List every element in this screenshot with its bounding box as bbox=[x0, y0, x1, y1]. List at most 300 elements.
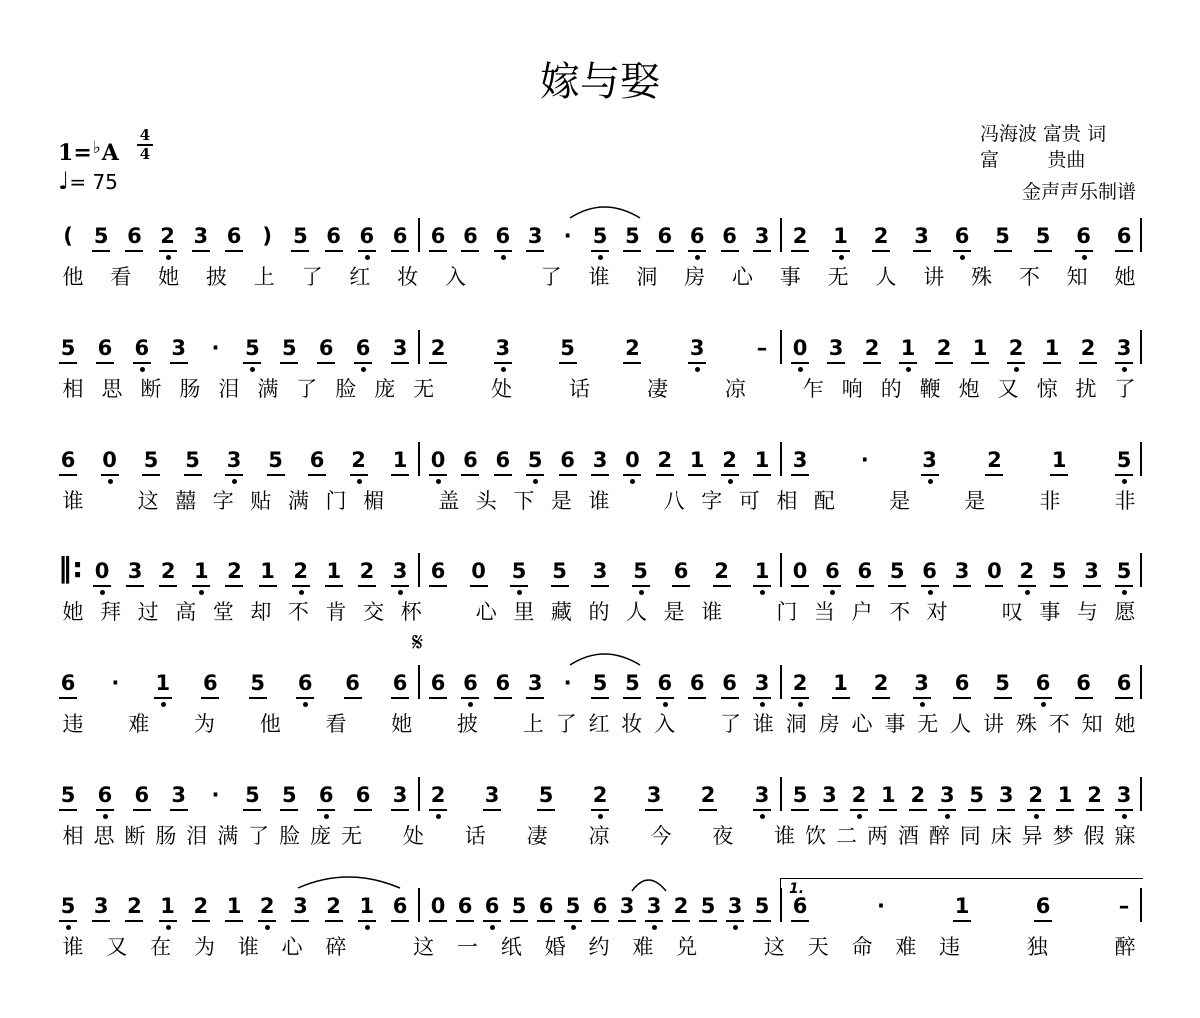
lyric-char: 醉 bbox=[928, 824, 950, 848]
note-digit: 1 bbox=[833, 224, 848, 248]
note-digit: 6 bbox=[657, 671, 673, 695]
low-octave-dot bbox=[468, 702, 473, 707]
lyric-char: 可 bbox=[738, 489, 760, 513]
note-digit: 6 bbox=[134, 783, 150, 807]
low-octave-dot bbox=[490, 925, 495, 930]
lyric-char: 泪 bbox=[218, 377, 240, 401]
lyric-char: 这 bbox=[137, 489, 159, 513]
lyric-char: 谁 bbox=[588, 489, 610, 513]
volta-label: 1. bbox=[789, 881, 805, 897]
lyric-char: 讲 bbox=[983, 712, 1004, 736]
low-octave-dot bbox=[798, 367, 803, 372]
beam-line bbox=[192, 250, 210, 252]
beam-line bbox=[267, 474, 285, 476]
note-digit: 0 bbox=[471, 559, 486, 583]
lyric-char: 的 bbox=[880, 377, 902, 401]
note-digit: 3 bbox=[527, 671, 543, 695]
beam-line bbox=[591, 697, 609, 699]
note-digit: 2 bbox=[987, 448, 1002, 472]
lyric-char: 难 bbox=[632, 935, 654, 959]
beam-line bbox=[985, 585, 1003, 587]
low-octave-dot bbox=[361, 367, 366, 372]
low-octave-dot bbox=[303, 702, 308, 707]
note-digit: 2 bbox=[430, 336, 446, 360]
lyric-char: 了 bbox=[248, 824, 270, 848]
low-octave-dot bbox=[857, 814, 862, 819]
low-octave-dot bbox=[365, 255, 370, 260]
beam-line bbox=[291, 920, 309, 922]
lyric-char: 扰 bbox=[1075, 377, 1097, 401]
lyric-char: 杯 bbox=[400, 600, 422, 624]
note-digit: 3 bbox=[822, 783, 837, 807]
note-digit: 1 bbox=[326, 559, 342, 583]
slur-mark bbox=[568, 200, 650, 222]
note-digit: 6 bbox=[430, 224, 446, 248]
lyric-char: 话 bbox=[569, 377, 591, 401]
lyric-char: 两 bbox=[866, 824, 888, 848]
lyric-char: 是 bbox=[663, 600, 685, 624]
note-digit: 1 bbox=[754, 559, 770, 583]
lyric-char: 惊 bbox=[1036, 377, 1058, 401]
note-digit: 5 bbox=[592, 224, 608, 248]
lyric-char: 拜 bbox=[100, 600, 122, 624]
note-digit: 2 bbox=[851, 783, 867, 807]
lyric-char: 在 bbox=[150, 935, 172, 959]
note-digit: 6 bbox=[722, 671, 737, 695]
beam-line bbox=[753, 920, 771, 922]
lyric-char: 寐 bbox=[1114, 824, 1136, 848]
beam-line bbox=[358, 585, 376, 587]
beam-line bbox=[1050, 585, 1068, 587]
lyric-char: 兑 bbox=[676, 935, 698, 959]
lyric-char: 假 bbox=[1083, 824, 1105, 848]
beam-line bbox=[791, 474, 809, 476]
lyric-char: 又 bbox=[997, 377, 1019, 401]
lyric-char: 为 bbox=[194, 935, 215, 959]
lyric-char: 贴 bbox=[250, 489, 272, 513]
note-digit: 6 bbox=[495, 448, 511, 472]
lyric-char: 违 bbox=[62, 712, 84, 736]
lyric-char: 相 bbox=[62, 824, 84, 848]
lyric-char: 一 bbox=[457, 935, 478, 959]
low-octave-dot bbox=[1014, 367, 1019, 372]
lyric-char: 床 bbox=[990, 824, 1012, 848]
beam-line bbox=[994, 250, 1012, 252]
lyric-char: 同 bbox=[959, 824, 981, 848]
beam-line bbox=[921, 474, 939, 476]
lyric-char: 无 bbox=[917, 712, 939, 736]
beam-line bbox=[325, 250, 343, 252]
lyric-char: 下 bbox=[513, 489, 535, 513]
note-digit: 3 bbox=[954, 559, 970, 583]
beam-line bbox=[1034, 697, 1052, 699]
note-digit: 6 bbox=[359, 224, 375, 248]
note-digit: 6 bbox=[392, 671, 408, 695]
beam-line bbox=[429, 250, 447, 252]
beam-line bbox=[623, 250, 641, 252]
beam-line bbox=[243, 809, 261, 811]
note-digit: 5 bbox=[889, 559, 905, 583]
note-digit: 2 bbox=[722, 448, 737, 472]
note-digit: 6 bbox=[318, 336, 334, 360]
note-digit: 5 bbox=[93, 224, 109, 248]
meter-top: 4 bbox=[139, 126, 151, 144]
beam-line bbox=[971, 362, 989, 364]
note-digit: ) bbox=[262, 224, 272, 248]
slur-curve bbox=[298, 877, 400, 888]
note-digit: 2 bbox=[1080, 336, 1096, 360]
beam-line bbox=[526, 697, 544, 699]
note-digit: 1 bbox=[359, 894, 375, 918]
low-octave-dot bbox=[108, 479, 113, 484]
beam-line bbox=[753, 250, 771, 252]
low-octave-dot bbox=[398, 590, 403, 595]
note-digit: 2 bbox=[910, 783, 926, 807]
lyric-char: 楣 bbox=[363, 489, 385, 513]
beam-line bbox=[291, 250, 309, 252]
lyric-char: 藏 bbox=[550, 600, 572, 624]
note-digit: 6 bbox=[318, 783, 334, 807]
note-digit: 6 bbox=[1076, 671, 1091, 695]
beam-line bbox=[921, 585, 939, 587]
lyric-char: 凄 bbox=[646, 377, 668, 401]
beam-line bbox=[526, 250, 544, 252]
beam-line bbox=[96, 362, 114, 364]
barline bbox=[418, 777, 420, 811]
low-octave-dot bbox=[357, 479, 362, 484]
beam-line bbox=[225, 474, 243, 476]
beam-line bbox=[142, 474, 160, 476]
low-octave-dot bbox=[945, 814, 950, 819]
beam-line bbox=[494, 474, 512, 476]
note-digit: 5 bbox=[995, 671, 1010, 695]
low-octave-dot bbox=[571, 925, 576, 930]
lyric-char: 事 bbox=[884, 712, 906, 736]
note-digit: 0 bbox=[102, 448, 117, 472]
slur-mark bbox=[630, 873, 676, 895]
lyric-char: 凉 bbox=[724, 377, 746, 401]
note-digit: 5 bbox=[185, 448, 200, 472]
note-digit: 3 bbox=[171, 336, 186, 360]
note-digit: 2 bbox=[864, 336, 880, 360]
note-digit: – bbox=[756, 336, 768, 360]
lyric-char: 讲 bbox=[923, 265, 945, 289]
note-digit: 3 bbox=[689, 336, 705, 360]
note-digit: 6 bbox=[297, 671, 313, 695]
note-digit: 6 bbox=[673, 559, 689, 583]
lyric-char: 非 bbox=[1114, 489, 1136, 513]
lyric-char: 泪 bbox=[186, 824, 208, 848]
lyric-char: 脸 bbox=[279, 824, 301, 848]
note-digit: 5 bbox=[700, 894, 716, 918]
lyric-char: 独 bbox=[1026, 935, 1048, 959]
lyric-char: 思 bbox=[93, 824, 115, 848]
barline bbox=[418, 553, 420, 587]
note-digit: 6 bbox=[345, 671, 360, 695]
low-octave-dot bbox=[103, 814, 108, 819]
beam-line bbox=[308, 474, 326, 476]
beam-line bbox=[526, 474, 544, 476]
beam-line bbox=[280, 362, 298, 364]
beam-line bbox=[713, 585, 731, 587]
beam-line bbox=[429, 585, 447, 587]
repeat-sign: ‖: bbox=[58, 551, 84, 584]
note-digit: 5 bbox=[282, 336, 297, 360]
low-octave-dot bbox=[639, 590, 644, 595]
beam-line bbox=[953, 697, 971, 699]
beam-line bbox=[1075, 697, 1093, 699]
note-digit: 2 bbox=[193, 894, 209, 918]
note-digit: 2 bbox=[326, 894, 341, 918]
note-digit: 5 bbox=[60, 783, 76, 807]
beam-line bbox=[791, 250, 809, 252]
low-octave-dot bbox=[436, 479, 441, 484]
lyric-char: 红 bbox=[349, 265, 371, 289]
beam-line bbox=[391, 362, 409, 364]
note-digit: 3 bbox=[828, 336, 844, 360]
note-digit: 5 bbox=[592, 671, 608, 695]
lyric-char: 满 bbox=[287, 489, 309, 513]
note-digit: 3 bbox=[914, 671, 929, 695]
lyric-char: 是 bbox=[550, 489, 572, 513]
lyric-char: 却 bbox=[250, 600, 272, 624]
beam-line bbox=[1086, 809, 1104, 811]
score-line bbox=[0, 320, 1200, 410]
beam-line bbox=[1115, 697, 1133, 699]
beam-line bbox=[92, 920, 110, 922]
lyric-char: 字 bbox=[701, 489, 723, 513]
lyric-char: 难 bbox=[895, 935, 917, 959]
note-digit: 1 bbox=[754, 448, 770, 472]
beam-line bbox=[96, 809, 114, 811]
beam-line bbox=[494, 697, 512, 699]
note-digit: 5 bbox=[60, 894, 76, 918]
note-digit: 5 bbox=[792, 783, 808, 807]
lyric-char: 饮 bbox=[805, 824, 827, 848]
low-octave-dot bbox=[66, 925, 71, 930]
lyric-char: 话 bbox=[464, 824, 486, 848]
beam-line bbox=[913, 697, 931, 699]
note-digit: 2 bbox=[1087, 783, 1102, 807]
note-digit: 3 bbox=[392, 783, 408, 807]
beam-line bbox=[645, 920, 663, 922]
note-digit: 2 bbox=[293, 559, 308, 583]
note-digit: 1 bbox=[689, 448, 705, 472]
end-barline bbox=[1140, 330, 1142, 364]
lyric-char: 了 bbox=[301, 265, 323, 289]
slur-curve bbox=[570, 207, 640, 218]
note-digit: 5 bbox=[1035, 224, 1051, 248]
barline bbox=[418, 218, 420, 252]
barline bbox=[418, 665, 420, 699]
note-digit: 3 bbox=[484, 783, 500, 807]
beam-line bbox=[1027, 809, 1045, 811]
lyric-char: 配 bbox=[813, 489, 835, 513]
low-octave-dot bbox=[517, 590, 522, 595]
lyric-char: 谁 bbox=[774, 824, 796, 848]
lyric-char: 字 bbox=[212, 489, 234, 513]
beam-line bbox=[391, 809, 409, 811]
low-octave-dot bbox=[166, 925, 171, 930]
lyric-char: 她 bbox=[1114, 265, 1136, 289]
beam-line bbox=[59, 920, 77, 922]
note-digit: 5 bbox=[511, 559, 527, 583]
note-digit: 1 bbox=[833, 671, 848, 695]
lyric-char: 谁 bbox=[588, 265, 610, 289]
lyric-char: 事 bbox=[779, 265, 801, 289]
low-octave-dot bbox=[1122, 590, 1127, 595]
lyric-char: 披 bbox=[457, 712, 478, 736]
lyric-char: 与 bbox=[1076, 600, 1098, 624]
note-digit: 3 bbox=[293, 894, 308, 918]
note-digit: 3 bbox=[646, 783, 662, 807]
note-digit: 6 bbox=[355, 783, 371, 807]
lyric-char: 人 bbox=[626, 600, 648, 624]
low-octave-dot bbox=[1082, 255, 1087, 260]
lyric-char: 纸 bbox=[500, 935, 522, 959]
note-digit: 3 bbox=[527, 224, 543, 248]
note-digit: 5 bbox=[560, 336, 575, 360]
note-digit: 5 bbox=[995, 224, 1010, 248]
note-digit: 3 bbox=[754, 671, 770, 695]
lyric-char: 的 bbox=[588, 600, 610, 624]
beam-line bbox=[1083, 585, 1101, 587]
lyric-char: 肠 bbox=[155, 824, 177, 848]
lyric-char: 愿 bbox=[1114, 600, 1136, 624]
note-digit: 2 bbox=[792, 671, 808, 695]
lyric-char: 人 bbox=[950, 712, 972, 736]
beam-line bbox=[192, 920, 210, 922]
lyric-char: 囍 bbox=[175, 489, 197, 513]
beam-line bbox=[791, 809, 809, 811]
beam-line bbox=[354, 809, 372, 811]
beam-line bbox=[753, 809, 771, 811]
barline bbox=[780, 442, 782, 476]
beam-line bbox=[159, 585, 177, 587]
beam-line bbox=[101, 474, 119, 476]
beam-line bbox=[296, 697, 314, 699]
beam-line bbox=[317, 362, 335, 364]
lyric-char: 房 bbox=[684, 265, 706, 289]
beam-line bbox=[591, 474, 609, 476]
note-digit: 6 bbox=[592, 894, 608, 918]
note-digit: 3 bbox=[727, 894, 743, 918]
beam-line bbox=[1115, 809, 1133, 811]
beam-line bbox=[632, 585, 650, 587]
beam-line bbox=[59, 697, 77, 699]
key-name: A bbox=[101, 140, 119, 166]
note-digit: 3 bbox=[754, 224, 770, 248]
note-digit: 6 bbox=[1035, 671, 1051, 695]
note-digit: 1 bbox=[1057, 783, 1073, 807]
beam-line bbox=[470, 585, 488, 587]
lyric-char: 异 bbox=[1021, 824, 1043, 848]
low-octave-dot bbox=[663, 702, 668, 707]
note-digit: 2 bbox=[1028, 783, 1043, 807]
beam-line bbox=[429, 920, 447, 922]
lyric-char: 入 bbox=[654, 712, 676, 736]
beam-line bbox=[672, 585, 690, 587]
lyric-char: 看 bbox=[110, 265, 132, 289]
lyric-char: 乍 bbox=[802, 377, 824, 401]
low-octave-dot bbox=[733, 925, 738, 930]
beam-line bbox=[953, 585, 971, 587]
beam-line bbox=[953, 250, 971, 252]
lyric-char: 这 bbox=[763, 935, 785, 959]
beam-line bbox=[968, 809, 986, 811]
beam-line bbox=[623, 362, 641, 364]
lyric-char: 难 bbox=[128, 712, 150, 736]
note-digit: 5 bbox=[538, 783, 554, 807]
note-digit: 6 bbox=[60, 671, 76, 695]
note-digit: 1 bbox=[260, 559, 275, 583]
tempo-value: = 75 bbox=[69, 170, 118, 194]
note-digit: 1 bbox=[1051, 448, 1067, 472]
lyric-char: 夜 bbox=[712, 824, 734, 848]
beam-line bbox=[1007, 362, 1025, 364]
beam-line bbox=[170, 809, 188, 811]
low-octave-dot bbox=[324, 814, 329, 819]
lyric-char: 约 bbox=[588, 935, 610, 959]
lyric-char: 谁 bbox=[237, 935, 259, 959]
beam-line bbox=[192, 585, 210, 587]
score-line bbox=[0, 767, 1200, 857]
end-barline bbox=[1140, 442, 1142, 476]
note-digit: 6 bbox=[309, 448, 325, 472]
beam-line bbox=[623, 474, 641, 476]
beam-line bbox=[913, 250, 931, 252]
beam-line bbox=[93, 585, 111, 587]
key-eq: = bbox=[73, 140, 92, 166]
lyric-char: 为 bbox=[194, 712, 215, 736]
lyric-char: 肠 bbox=[179, 377, 201, 401]
lyric-char: 这 bbox=[413, 935, 435, 959]
note-digit: 5 bbox=[1116, 559, 1132, 583]
beam-line bbox=[591, 809, 609, 811]
beam-line bbox=[429, 697, 447, 699]
note-digit: 5 bbox=[268, 448, 283, 472]
note-digit: 3 bbox=[495, 336, 511, 360]
flat-icon: ♭ bbox=[92, 138, 101, 158]
lyric-char: 妆 bbox=[397, 265, 419, 289]
lyric-char: 庞 bbox=[310, 824, 332, 848]
lyric-char: 了 bbox=[296, 377, 318, 401]
lyric-char: 他 bbox=[62, 265, 84, 289]
segno-sign: 𝄋 bbox=[412, 628, 424, 658]
beam-line bbox=[791, 362, 809, 364]
beam-line bbox=[429, 474, 447, 476]
low-octave-dot bbox=[1122, 367, 1127, 372]
beam-line bbox=[591, 920, 609, 922]
beam-line bbox=[159, 250, 177, 252]
beam-line bbox=[184, 474, 202, 476]
low-octave-dot bbox=[598, 255, 603, 260]
note-digit: 6 bbox=[689, 224, 705, 248]
beam-line bbox=[510, 920, 528, 922]
lyric-char: 披 bbox=[205, 265, 227, 289]
lyric-char: 心 bbox=[731, 265, 753, 289]
beam-line bbox=[249, 697, 267, 699]
barline bbox=[780, 665, 782, 699]
score-line bbox=[0, 543, 1200, 633]
barline bbox=[780, 553, 782, 587]
barline bbox=[780, 218, 782, 252]
low-octave-dot bbox=[501, 367, 506, 372]
beam-line bbox=[791, 697, 809, 699]
note-digit: 6 bbox=[484, 894, 500, 918]
beam-line bbox=[672, 920, 690, 922]
beam-line bbox=[656, 697, 674, 699]
